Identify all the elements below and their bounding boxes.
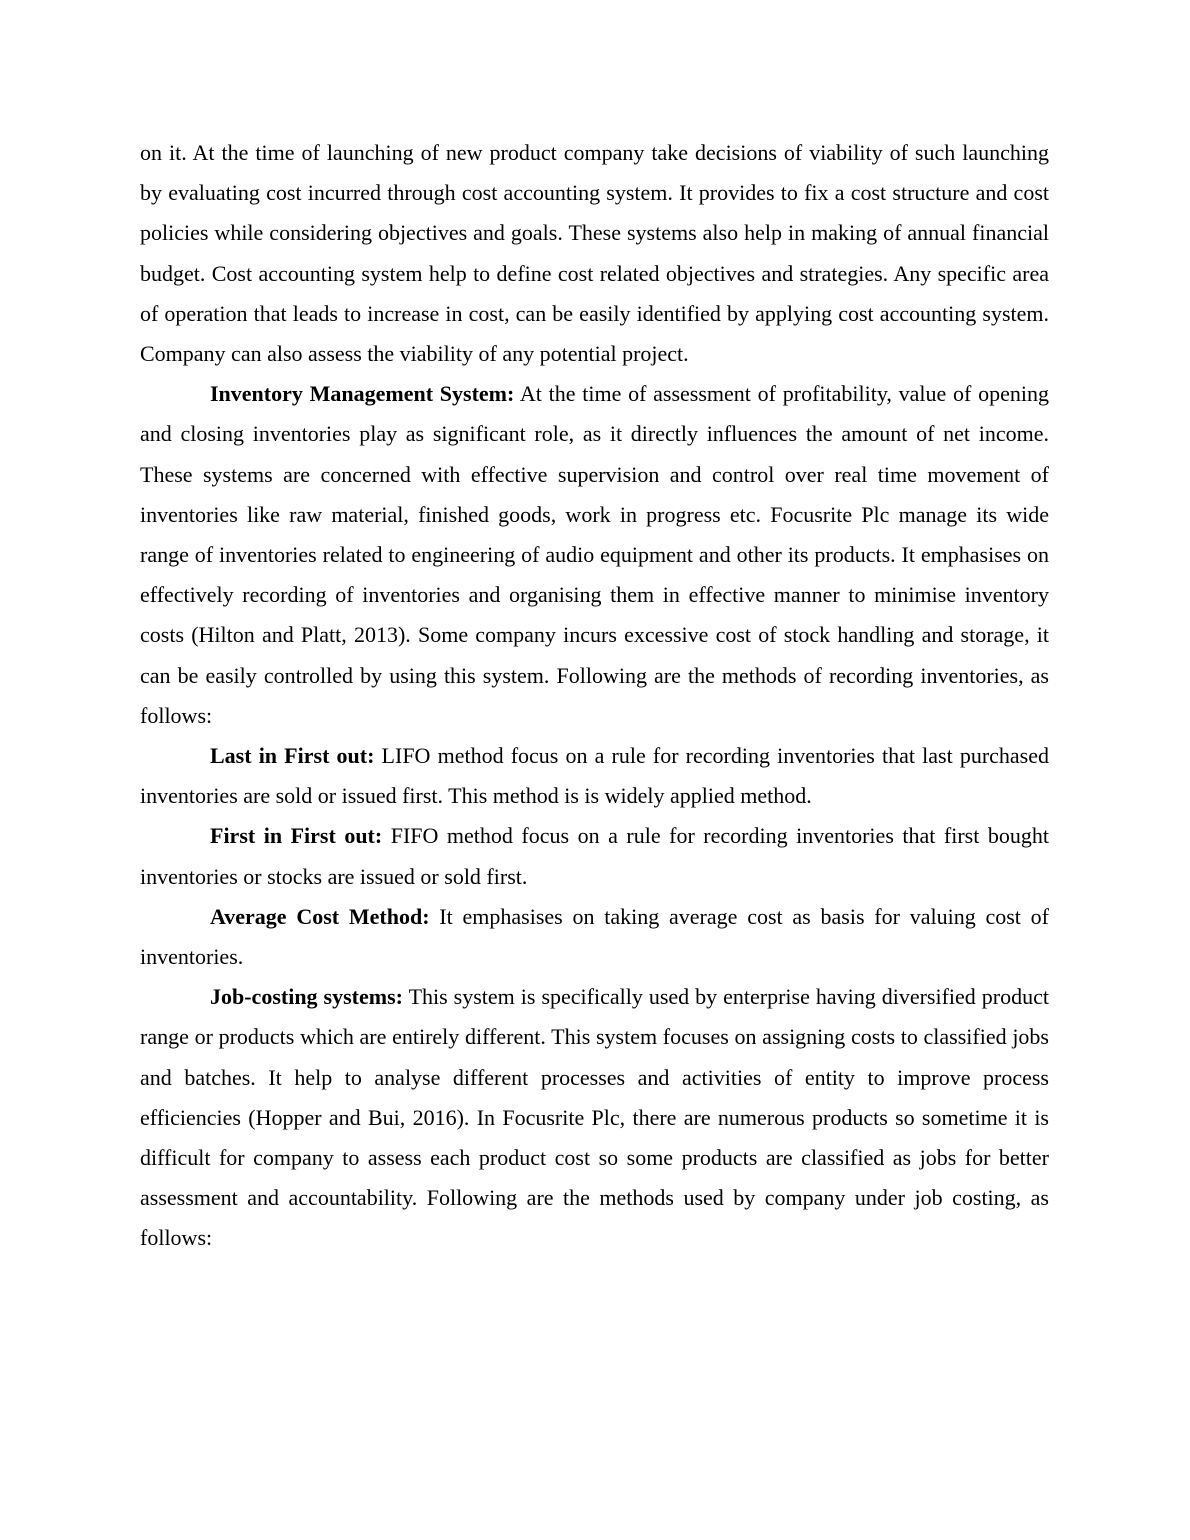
paragraph-heading: Inventory Management System: [210, 381, 515, 407]
document-page [140, 133, 1049, 1259]
paragraph-heading: First in First out: [210, 823, 383, 849]
paragraph-body: LIFO method focus on a rule for recording inventories that last purchased inventories are sold or issued first. This method is is widely applied method. [140, 743, 1050, 809]
paragraph-fifo [140, 816, 1049, 896]
paragraph-cost-accounting-continued [140, 133, 1049, 374]
paragraph-heading: Average Cost Method: [210, 903, 430, 929]
paragraph-average-cost [140, 897, 1049, 977]
paragraph-body: At the time of assessment of profitability, value of opening and closing inventories play as significant role, as it directly influences the amount of net income. These systems are concerned with effective supervision and control over real time movement of inventories like raw material, finished goods, work in progress etc. Focusrite Plc manage its wide range of inventories related to engineering of audio equipment and other its products. It emphasises on effectively recording of inventories and organising them in effective manner to minimise inventory costs (Hilton and Platt, 2013). Some company incurs excessive cost of stock handling and storage, it can be easily controlled by using this system. Following are the methods of recording inventories, as follows: [140, 381, 1049, 728]
paragraph-inventory-management [140, 374, 1049, 736]
paragraph-body: This system is specifically used by enterprise having diversified product range or products which are entirely different. This system focuses on assigning costs to classified jobs and batches. It help to analyse different processes and activities of entity to improve process efficiencies (Hopper and Bui, 2016). In Focusrite Plc, there are numerous products so sometime it is difficult for company to assess each product cost so some products are classified as jobs for better assessment and accountability. Following are the methods used by company under job costing, as follows: [140, 984, 1049, 1251]
paragraph-job-costing [140, 977, 1049, 1258]
paragraph-body: on it. At the time of launching of new product company take decisions of viability of such launching by evaluating cost incurred through cost accounting system. It provides to fix a cost structure and cost policies while considering objectives and goals. These systems also help in making of annual financial budget. Cost accounting system help to define cost related objectives and strategies. Any specific area of operation that leads to increase in cost, can be easily identified by applying cost accounting system. Company can also assess the viability of any potential project. [140, 140, 1049, 367]
paragraph-heading: Job-costing systems: [210, 984, 403, 1010]
paragraph-body: It emphasises on taking average cost as basis for valuing cost of inventories. [140, 903, 1049, 970]
paragraph-lifo [140, 736, 1049, 816]
paragraph-heading: Last in First out: [210, 743, 375, 769]
paragraph-body: FIFO method focus on a rule for recording inventories that first bought inventories or stocks are issued or sold first. [140, 823, 1049, 889]
